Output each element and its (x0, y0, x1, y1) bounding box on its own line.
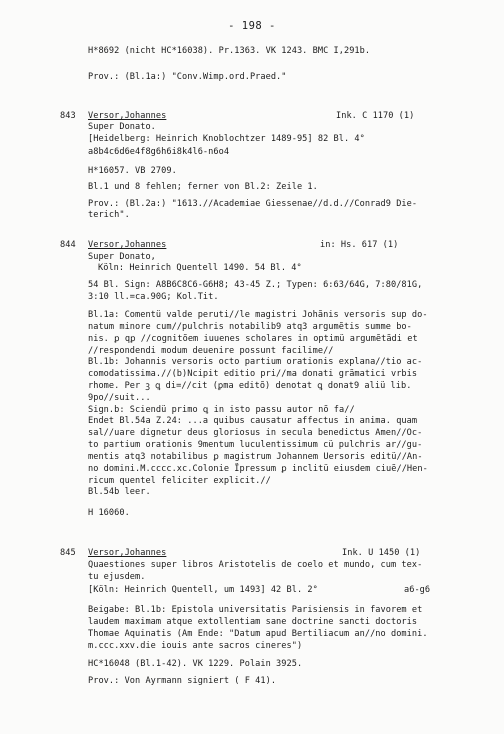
entry-author: Versor,Johannes (88, 111, 167, 121)
transcription-line: nis. ꝑ qꝑ //cognitõem iuuenes scholares in optimü argumẽtãdi et (88, 334, 418, 344)
entry-number: 843 (60, 111, 76, 121)
entry-author: Versor,Johannes (88, 240, 167, 250)
transcription-line: Bl.54b leer. (88, 487, 151, 497)
transcription-line: 9po//suit... (88, 393, 151, 403)
provenance-cont: terich". (88, 210, 130, 220)
entry-author: Versor,Johannes (88, 548, 167, 558)
shelfmark: in: Hs. 617 (1) (320, 240, 399, 250)
transcription-line: natum minore cum//pulchris notabilib9 atq3 argumẽtis summe bo- (88, 322, 412, 332)
shelfmark: Ink. U 1450 (1) (342, 548, 421, 558)
references: H*16057. VB 2709. (88, 166, 177, 176)
transcription-line: to partium orationis 9mentum luculentissimum cü pulchris ar//gu- (88, 440, 423, 450)
transcription-line: mentis atq3 notabilibus ꝑ magistrum Johannem Uersoris editü//An- (88, 452, 423, 462)
entry-title: Super Donato, (88, 252, 156, 262)
entry-title-cont: tu ejusdem. (88, 572, 146, 582)
imprint: [Heidelberg: Heinrich Knoblochtzer 1489-95] 82 Bl. 4° (88, 134, 365, 144)
references: HC*16048 (Bl.1-42). VK 1229. Polain 3925. (88, 659, 303, 669)
provenance: Prov.: Von Ayrmann signiert ( F 41). (88, 676, 277, 686)
entry-number: 844 (60, 240, 76, 250)
transcription-line: Sign.b: Sciendü primo ꝗ in isto passu autor nõ fa// (88, 405, 355, 415)
signatures: a6-g6 (404, 585, 431, 595)
appendix-line: m.ccc.xxv.die iouis ante sacros cineres") (88, 641, 303, 651)
shelfmark: Ink. C 1170 (1) (336, 111, 415, 121)
entry-title: Quaestiones super libros Aristotelis de coelo et mundo, cum tex- (88, 560, 423, 570)
imprint: Köln: Heinrich Quentell 1490. 54 Bl. 4° (98, 263, 302, 273)
appendix-line: laudem maximam atque extollentiam sane doctrine sancti doctoris (88, 617, 418, 627)
appendix-line: Beigabe: Bl.1b: Epistola universitatis Parisiensis in favorem et (88, 605, 423, 615)
collation: 54 Bl. Sign: A8B6C8C6-G6H8; 43-45 Z.; Typen: 6:63/64G, 7:80/81G, (88, 280, 423, 290)
transcription-line: Bl.1a: Comentü valde peruti//le magistri Johãnis versoris sup do- (88, 310, 428, 320)
note: Bl.1 und 8 fehlen; ferner von Bl.2: Zeile 1. (88, 182, 318, 192)
transcription-line: no domini.M.cccc.xc.Colonie Ïpressum ꝑ inclitü eiusdem ciuẽ//Hen- (88, 464, 428, 474)
reference: H 16060. (88, 508, 130, 518)
appendix-line: Thomae Aquinatis (Am Ende: "Datum apud Bertiliacum an//no domini. (88, 629, 428, 639)
imprint: [Köln: Heinrich Quentell, um 1493] 42 Bl. 2° (88, 585, 318, 595)
page-number: - 198 - (228, 20, 276, 32)
provenance: Prov.: (Bl.2a:) "1613.//Academiae Giessenae//d.d.//Conrad9 Die- (88, 199, 418, 209)
transcription-line: ricum quentel feliciter explicit.// (88, 476, 271, 486)
transcription-line: //respondendi modum deuenire possunt facilime// (88, 346, 334, 356)
transcription-line: Bl.1b: Johannis versoris octo partium orationis explana//tio ac- (88, 357, 423, 367)
entry-number: 845 (60, 548, 76, 558)
transcription-line: sal//uare dignetur deus gloriosus in secula benedictus Amen//Oc- (88, 428, 423, 438)
collation-cont: 3:10 ll.=ca.90G; Kol.Tit. (88, 292, 219, 302)
prev-entry-refs: H*8692 (nicht HC*16038). Pr.1363. VK 1243. BMC I,291b. (88, 46, 371, 56)
signatures: a8b4c6d6e4f8g6h6i8k4l6-n6o4 (88, 147, 230, 157)
prev-entry-provenance: Prov.: (Bl.1a:) "Conv.Wimp.ord.Praed." (88, 72, 287, 82)
entry-title: Super Donato. (88, 122, 156, 132)
transcription-line: comodatissima.//(b)Ncipit editio pri//ma donati grãmatici vrbis (88, 369, 418, 379)
transcription-line: rhome. Per ꝫ ꝗ di=//cit (ꝑma editõ) denotat ꝗ donat9 aliü lib. (88, 381, 412, 391)
transcription-line: Endet Bl.54a Z.24: ...a quibus causatur affectus in anima. quam (88, 416, 418, 426)
